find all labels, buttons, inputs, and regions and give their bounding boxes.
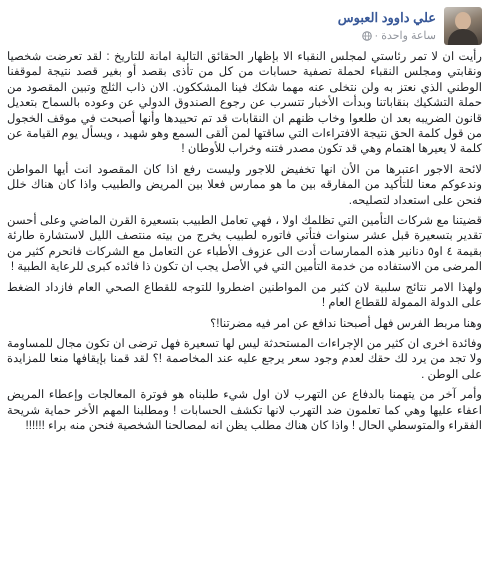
post-subline <box>338 29 436 43</box>
post-body <box>7 49 482 433</box>
post-paragraph <box>7 280 482 311</box>
post-meta <box>338 10 436 43</box>
post-timestamp-link[interactable]: ساعة واحدة <box>381 29 436 42</box>
paragraph-text: وهنا مربط الفرس فهل أصبحنا ندافع عن امر فيه مضرتنا!؟ <box>210 316 482 330</box>
author-avatar[interactable] <box>444 7 482 45</box>
paragraph-text: رأيت ان لا تمر رئاستي لمجلس النقباء الا بإظهار الحقائق التالية امانة للتاريخ : لقد تعرضت شخصيا ونقابتي ومجلس النقباء لحملة تصفية حسابات من كل من تأذى بقصد أو بغير قصد نتيجة لموقفنا الوطني الذي نعتز به ولن نتخلى عنه مهما شكك فينا المشككون. الان ذاب الثلج وتبين المقصود من حملة التشكيك بنقاباتنا وبدأت الأخبار تتسرب عن رجوع الصندوق الدولي عن وعوده بالسماح بتعديل قانون الضريبه بعد ان طلعوا وخاب ظنهم ان النقابات قد تم تحييدها وأنها أصبحت في موقف الخجول من قول كلمة الحق نتيجة الافتراءات التي ساقتها لمن ألقى السمع وهو شهيد ، ويسأل يوم القيامة عن كلمة لا يعيرها اهتمام وهي قد تكون مصدر فتنه وخراب للأوطان ! <box>7 50 482 156</box>
author-name-link[interactable]: علي داوود العبوس <box>337 9 436 25</box>
paragraph-text: وأمر آخر من يتهمنا بالدفاع عن التهرب لان اول شيء طلبناه هو فوترة المعالجات وإعطاء المريض اعفاء عليها وهي كما تعلمون ضد التهرب لانها تكشف الحسابات ! ومطلبنا المهم الأخر حماية شريحة الفقراء والمتوسطي الحال ! واذا كان هناك مطلب يظن انه لمصالحنا الشخصية فنحن منه براء !!!!!! <box>7 388 482 432</box>
post-paragraph <box>7 387 482 433</box>
post-header <box>7 5 482 47</box>
post-paragraph <box>7 316 482 331</box>
paragraph-text: ولهذا الامر نتائج سلبية لان كثير من المواطنين اضطروا للتوجه للقطاع الصحي العام فازداد الضغط على الدولة الممولة للقطاع العام ! <box>7 280 482 310</box>
post-paragraph <box>7 336 482 382</box>
post-paragraph <box>7 162 482 208</box>
separator-dot: · <box>374 29 379 42</box>
post-paragraph <box>7 213 482 275</box>
paragraph-text: وفائدة اخرى ان كثير من الإجراءات المستحدثة ليس لها تسعيرة فهل ترضى ان تكون مجال للمساومة ولا تجد من يرد لك حقك لعدم وجود سعر يرجع عليه عند المخاصمة !؟ لقد قمنا بإيقافها منعا للمزايدة على الوطن . <box>7 336 482 381</box>
avatar-shoulders <box>448 29 478 45</box>
avatar-head <box>455 12 471 30</box>
globe-icon <box>362 31 372 41</box>
post-paragraph <box>7 49 482 157</box>
paragraph-text: قضيتنا مع شركات التأمين التي تظلمك اولا ، فهي تعامل الطبيب بتسعيرة القرن الماضي وعلى أحسن تقدير بتسعيرة قبل عشر سنوات فتأتي فاتوره لطبيب يخرج من بيته منتصف الليل لاستشارة طارئة بقيمة ٤ او٥ دنانير هذه الممارسات أدت الى عزوف الأطباء عن التعامل مع الشركات فانحرم كثير من المرضى من الاستفاده من خدمة التأمين التي في الأصل يجب ان تكون ذا فائده كبرى للرعاية الطبية ! <box>7 214 482 274</box>
paragraph-text: لائحة الاجور اعتبرها من الأن انها تخفيض للاجور وليست رفع اذا كان المقصود انت أيها المواطن وندعوكم معنا للتأكيد من المفارقه بين ما هو ممارس فعلا بين المريض والطبيب واذا كان هناك خلل فنحن على استعداد لتصليحه. <box>7 162 482 207</box>
